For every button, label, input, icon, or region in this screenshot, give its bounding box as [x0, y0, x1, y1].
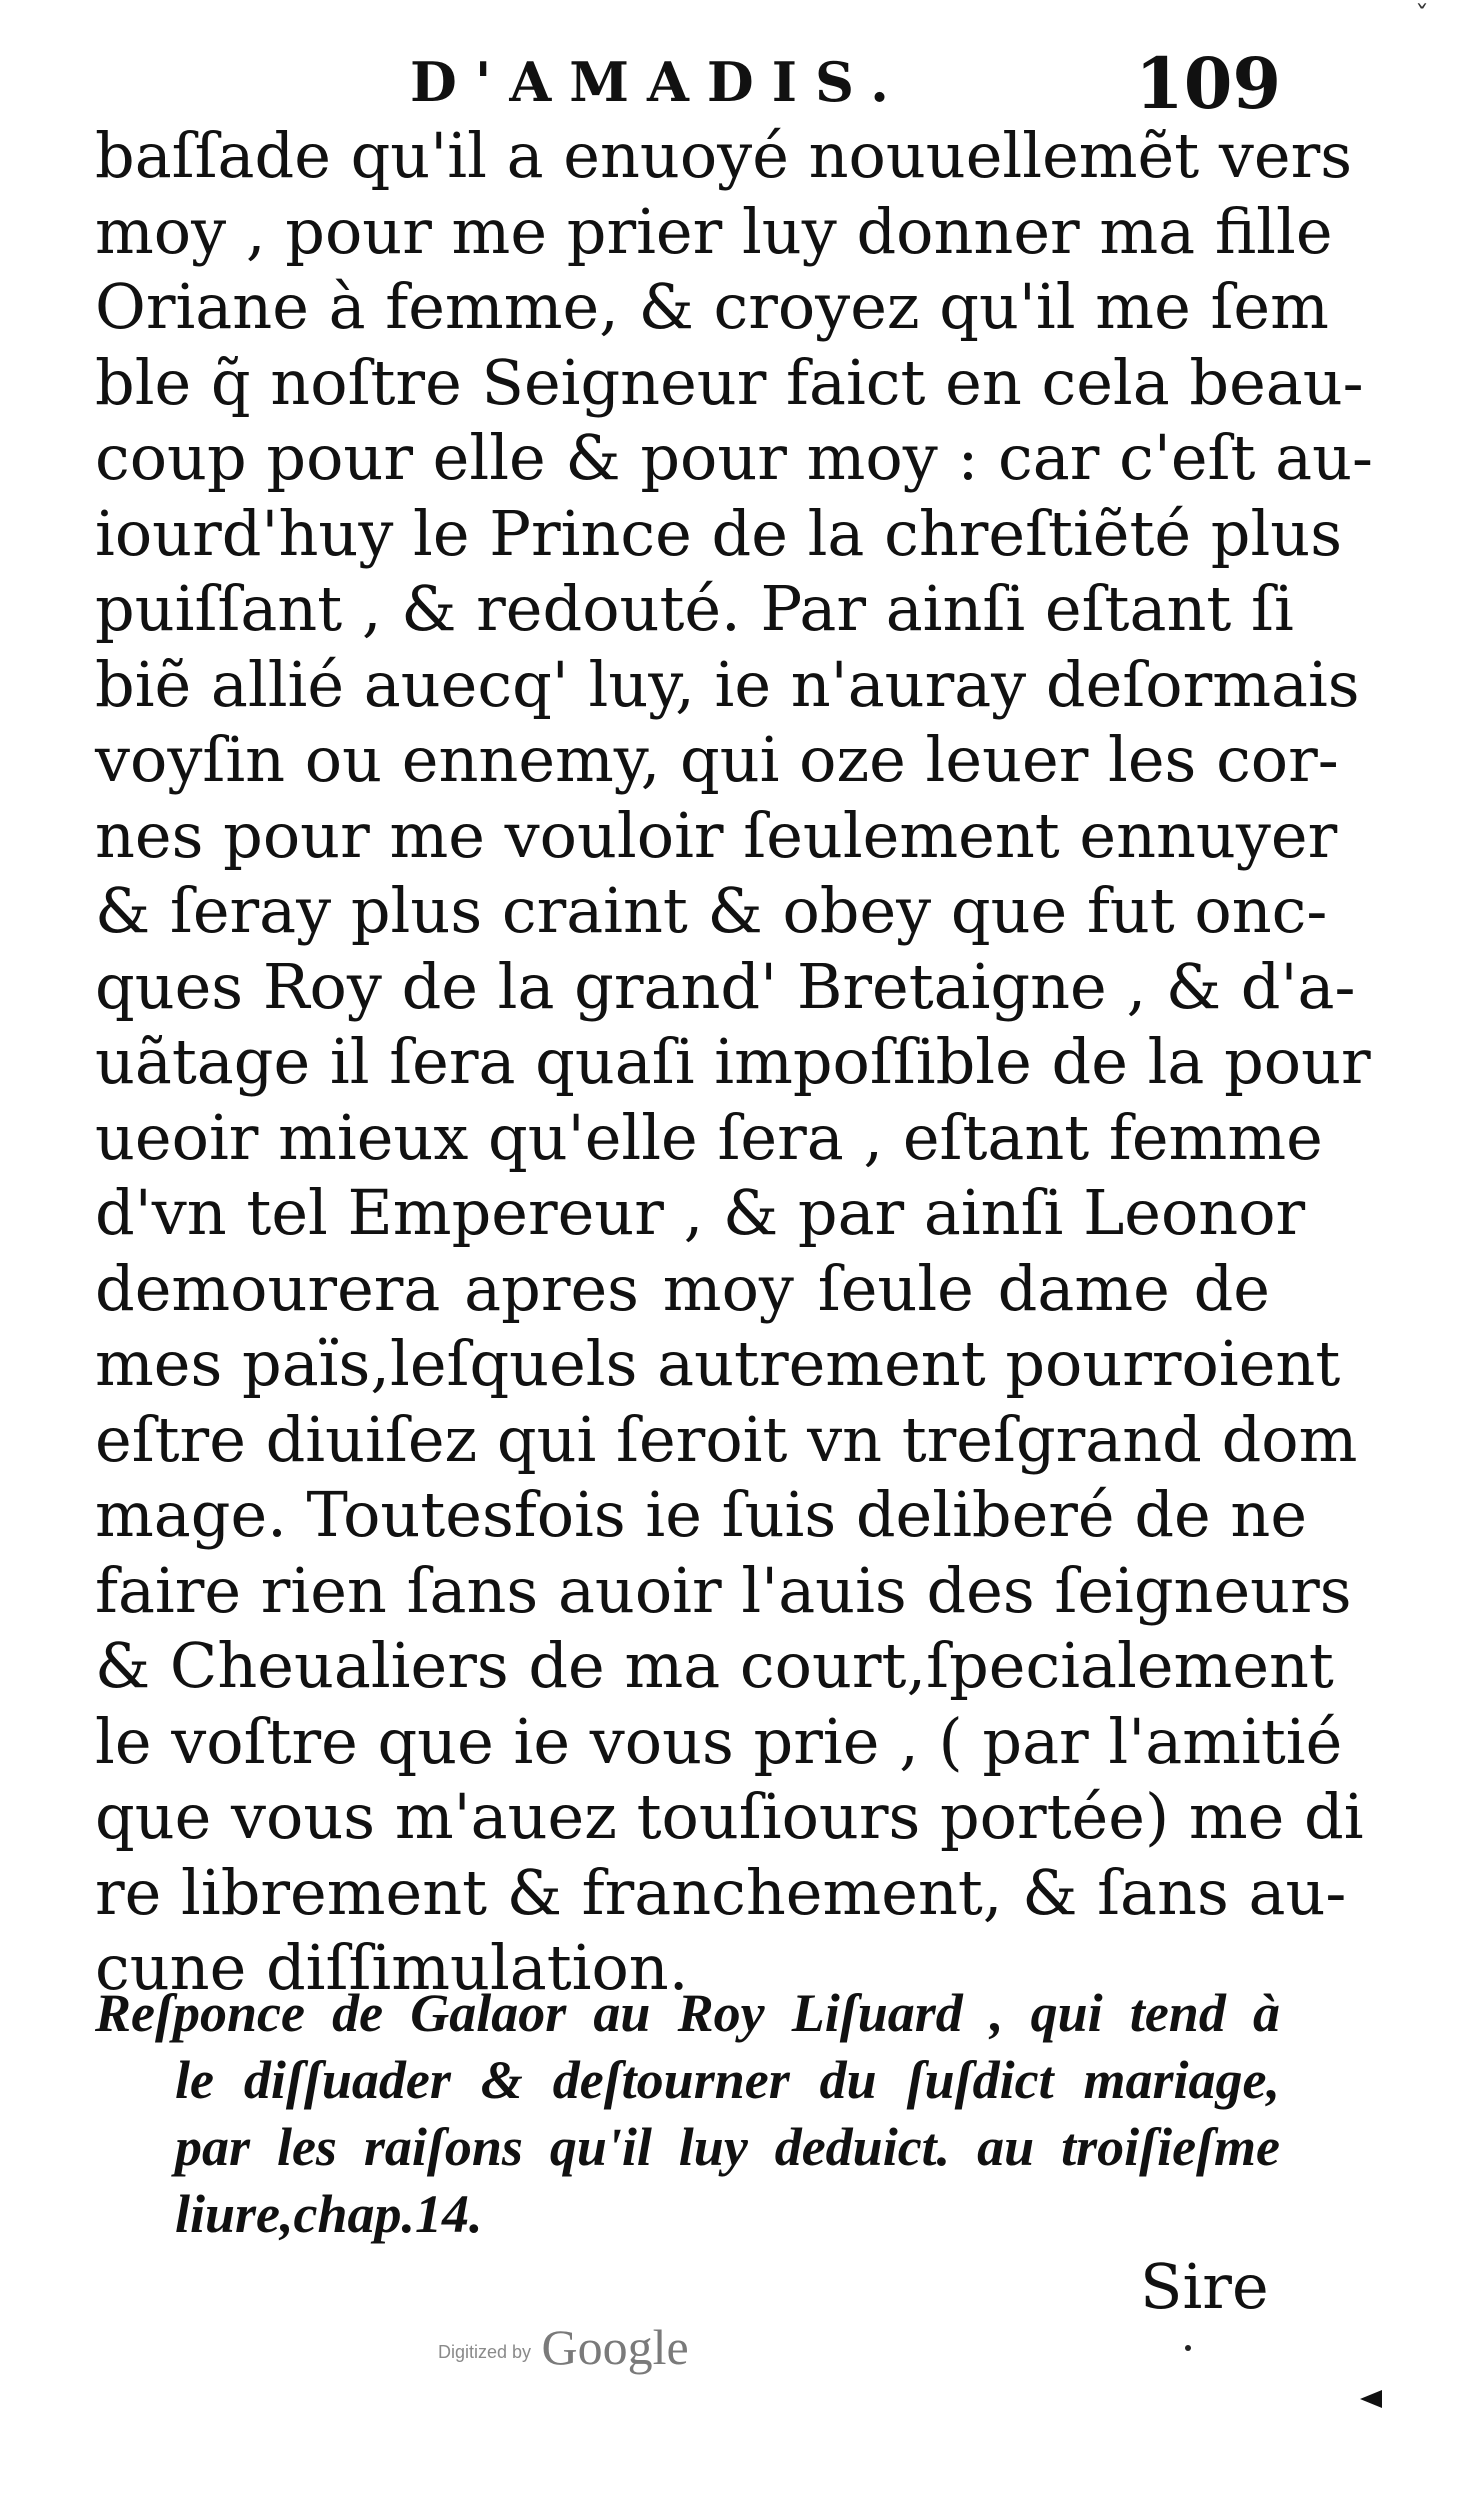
running-head: D'AMADIS. [410, 50, 907, 114]
ink-speck-icon [1185, 2345, 1191, 2351]
text-line: ble q̃ noſtre Seigneur faict en cela beau- [95, 345, 1364, 419]
text-line: baſſade qu'il a enuoyé nouuellemẽt vers [95, 119, 1353, 192]
text-line: biẽ allié auecq' luy, ie n'auray deſormais [95, 647, 1360, 721]
caption-line: par les raiſons qu'il luy deduict. au troiſieſme [175, 2117, 1280, 2177]
text-line: faire rien ſans auoir l'auis des ſeigneurs [95, 1553, 1352, 1627]
google-logo: Google [541, 2319, 689, 2375]
text-line: voyſin ou ennemy, qui oze leuer les cor- [95, 723, 1339, 796]
text-line: coup pour elle & pour moy : car c'eſt au- [95, 421, 1373, 494]
digitized-watermark [438, 2318, 689, 2376]
caption-line: liure,chap.14. [175, 2184, 483, 2244]
text-line: & ſeray plus craint & obey que fut onc- [95, 874, 1328, 947]
corner-mark-icon: ˇ [1415, 0, 1429, 33]
body-text [95, 118, 1373, 2006]
text-line: cune diſſimulation. [95, 1931, 689, 2004]
text-line: mes païs,leſquels autrement pourroient [95, 1327, 1341, 1400]
text-line: ueoir mieux qu'elle ſera , eſtant femme [95, 1100, 1323, 1174]
text-line: ques Roy de la grand' Bretaigne , & d'a- [95, 949, 1356, 1023]
text-line: d'vn tel Empereur , & par ainſi Leonor [95, 1176, 1306, 1249]
text-line: nes pour me vouloir ſeulement ennuyer [95, 798, 1338, 872]
text-line: puiſſant , & redouté. Par ainſi eſtant ſi [95, 572, 1294, 645]
digitized-label: Digitized by [438, 2342, 532, 2362]
page-number: 109 [1135, 42, 1282, 125]
text-line: eſtre diuiſez qui ſeroit vn treſgrand dom [95, 1402, 1358, 1476]
text-line: demourera apres moy ſeule dame de [95, 1251, 1270, 1325]
text-line: le voſtre que ie vous prie , ( par l'amitié [95, 1704, 1343, 1778]
text-line: que vous m'auez touſiours portée) me di [95, 1780, 1364, 1853]
text-line: mage. Toutesfois ie ſuis deliberé de ne [95, 1478, 1308, 1551]
text-line: re librement & franchement, & ſans au- [95, 1855, 1347, 1929]
catchword: Sire [1140, 2250, 1269, 2323]
caption-line: le diſſuader & deſtourner du ſuſdict mariage, [175, 2050, 1280, 2110]
text-line: iourd'huy le Prince de la chreſtiẽté plus [95, 496, 1343, 570]
caption-line: Reſponce de Galaor au Roy Liſuard , qui tend à [95, 1983, 1280, 2043]
page-edge-arrow-icon [1360, 2390, 1382, 2408]
text-line: uãtage il ſera quaſi impoſſible de la pour [95, 1025, 1371, 1098]
section-caption [95, 1980, 1280, 2248]
text-line: & Cheualiers de ma court,ſpecialement [95, 1629, 1334, 1702]
text-line: Oriane à femme, & croyez qu'il me ſem [95, 270, 1329, 343]
text-line: moy , pour me prier luy donner ma fille [95, 194, 1333, 268]
